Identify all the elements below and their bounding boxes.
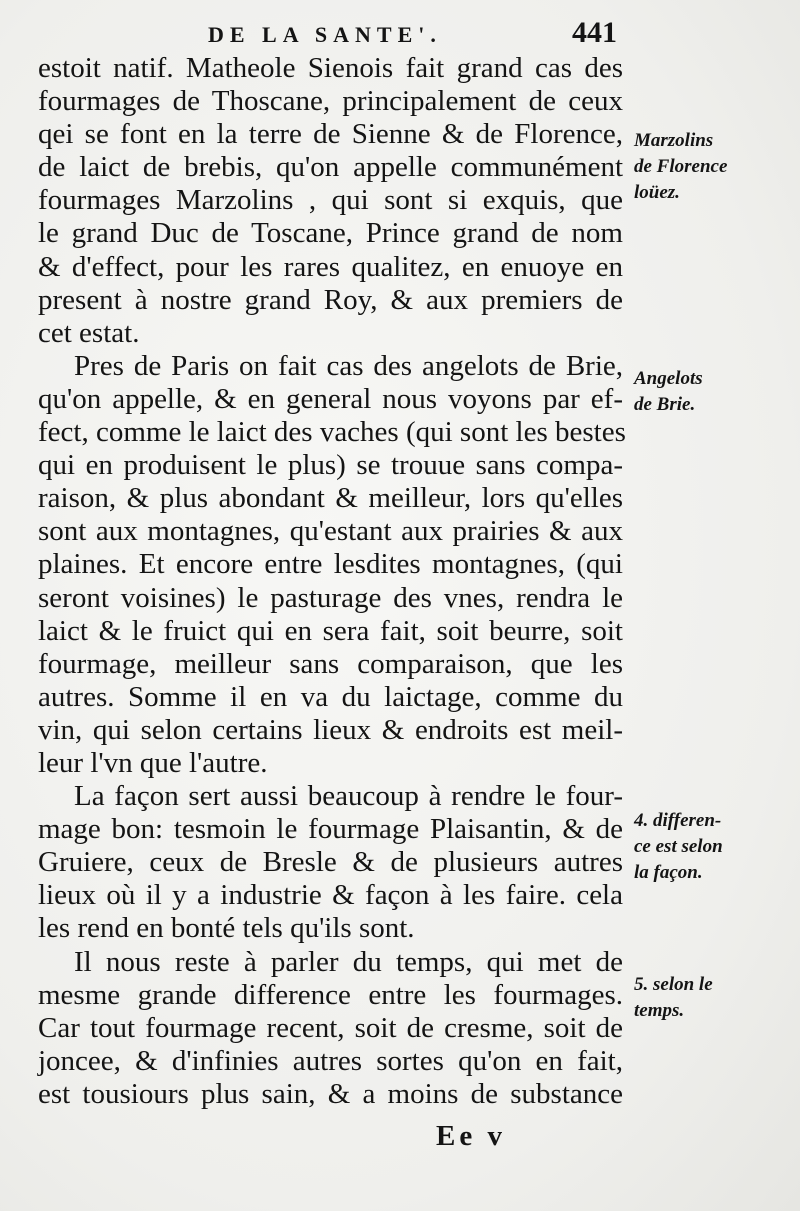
page-number: 441 <box>572 16 617 49</box>
text-line: plaines. Et encore entre lesdites montagnes, (qui <box>38 548 623 581</box>
text-line: cet estat. <box>38 316 140 349</box>
text-line: de laict de brebis, qu'on appelle communément <box>38 151 623 184</box>
margin-note-marzolins <box>634 128 794 206</box>
paragraph <box>38 52 623 350</box>
paragraph <box>38 946 623 1111</box>
text-line: le grand Duc de Toscane, Prince grand de nom <box>38 217 623 250</box>
text-line: qui en produisent le plus) se trouue sans compa- <box>38 449 623 482</box>
margin-note-line: loüez. <box>634 182 680 203</box>
text-line: les rend en bonté tels qu'ils sont. <box>38 912 415 945</box>
text-line: Pres de Paris on fait cas des angelots de Brie, <box>74 349 623 382</box>
text-line: est tousiours plus sain, & a moins de substance <box>38 1077 623 1110</box>
text-line: lieux où il y a industrie & façon à les faire. cela <box>38 879 623 912</box>
text-line: estoit natif. Matheole Sienois fait grand cas des <box>38 52 623 84</box>
signature-mark: Ee v <box>436 1120 506 1152</box>
margin-note-line: Marzolins <box>634 130 714 151</box>
text-line: fect, comme le laict des vaches (qui sont les bestes <box>38 416 626 449</box>
paragraph <box>38 780 623 945</box>
text-line: mage bon: tesmoin le fourmage Plaisantin, & de <box>38 813 623 846</box>
text-line: & d'effect, pour les rares qualitez, en enuoye en <box>38 250 623 283</box>
text-line: mesme grande difference entre les fourmages. <box>38 978 623 1011</box>
margin-note-line: la façon. <box>634 862 703 883</box>
text-line: fourmages Marzolins , qui sont si exquis, que <box>38 184 623 217</box>
text-line: qu'on appelle, & en general nous voyons par ef- <box>38 382 623 415</box>
margin-note-line: de Florence <box>634 156 728 177</box>
margin-note-line: 5. selon le <box>634 974 713 995</box>
running-head: DE LA SANTE'. <box>208 22 442 47</box>
text-line: La façon sert aussi beaucoup à rendre le four- <box>74 780 623 813</box>
text-line: raison, & plus abondant & meilleur, lors qu'elles <box>38 482 623 515</box>
margin-note-line: ce est selon <box>634 836 723 857</box>
text-line: seront voisines) le pasturage des vnes, rendra le <box>38 581 623 614</box>
margin-note-line: temps. <box>634 1000 685 1021</box>
text-line: Gruiere, ceux de Bresle & de plusieurs autres <box>38 846 623 879</box>
text-line: laict & le fruict qui en sera fait, soit beurre, soit <box>38 614 623 647</box>
text-line: qei se font en la terre de Sienne & de Florence, <box>38 118 623 151</box>
text-line: fourmage, meilleur sans comparaison, que les <box>38 647 623 680</box>
text-line: present à nostre grand Roy, & aux premiers de <box>38 283 623 316</box>
margin-note-line: de Brie. <box>634 394 696 415</box>
text-line: sont aux montagnes, qu'estant aux prairies & aux <box>38 515 623 548</box>
margin-note-facon <box>634 808 794 886</box>
text-line: Car tout fourmage recent, soit de cresme, soit de <box>38 1011 623 1044</box>
margin-note-line: Angelots <box>634 368 703 389</box>
margin-note-angelots <box>634 366 794 418</box>
body-text <box>38 52 626 1111</box>
text-line: leur l'vn que l'autre. <box>38 746 268 779</box>
text-line: Il nous reste à parler du temps, qui met de <box>74 945 623 978</box>
paragraph <box>38 349 626 780</box>
text-line: vin, qui selon certains lieux & endroits est meil- <box>38 713 623 746</box>
text-line: autres. Somme il en va du laictage, comme du <box>38 680 623 713</box>
text-line: joncee, & d'infinies autres sortes qu'on en fait, <box>38 1044 623 1077</box>
margin-note-line: 4. differen- <box>634 810 722 831</box>
text-line: fourmages de Thoscane, principalement de ceux <box>38 85 623 118</box>
margin-note-temps <box>634 972 794 1024</box>
